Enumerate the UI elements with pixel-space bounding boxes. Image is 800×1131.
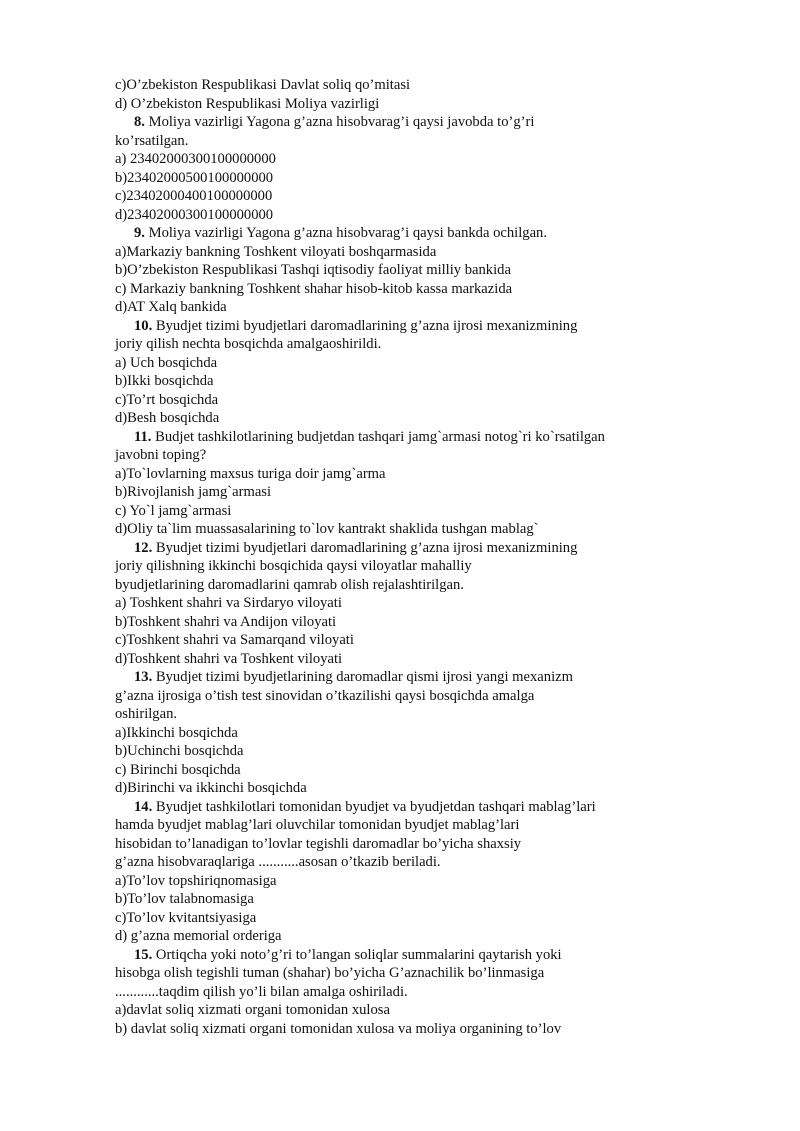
question-continuation: hisobidan to’lanadigan to’lovlar tegishli daromadlar bo’yicha shaxsiy bbox=[115, 835, 522, 852]
question-continuation: hisobga olish tegishli tuman (shahar) bo’yicha G’aznachilik bo’linmasiga bbox=[115, 965, 545, 981]
question-text: Budjet tashkilotlarining budjetdan tashqari jamg`armasi notog`ri ko`rsatilgan bbox=[151, 428, 605, 445]
answer-option: c)Toshkent shahri va Samarqand viloyati bbox=[115, 632, 354, 648]
question-continuation: joriy qilish nechta bosqichda amalgaoshirildi. bbox=[115, 336, 382, 352]
answer-option: b)To’lov talabnomasiga bbox=[115, 891, 254, 907]
question-continuation: g’azna ijrosiga o’tish test sinovidan o’tkazilishi qaysi bosqichda amalga bbox=[115, 687, 535, 704]
question-continuation: ............taqdim qilish yo’li bilan amalga oshiriladi. bbox=[115, 983, 408, 1000]
question-continuation: javobni toping? bbox=[115, 447, 207, 463]
question-text: Moliya vazirligi Yagona g’azna hisobvarag’i qaysi bankda ochilgan. bbox=[144, 225, 547, 241]
question-number: 8. bbox=[134, 114, 145, 130]
answer-option: a)To’lov topshiriqnomasiga bbox=[115, 872, 277, 889]
answer-option: a)Markaziy bankning Toshkent viloyati boshqarmasida bbox=[115, 243, 437, 260]
answer-option: d) O’zbekiston Respublikasi Moliya vazirligi bbox=[115, 95, 380, 112]
question-number: 13. bbox=[134, 669, 153, 685]
answer-option: c)To’lov kvitantsiyasiga bbox=[115, 909, 257, 926]
question-line bbox=[115, 224, 695, 243]
answer-option: d)23402000300100000000 bbox=[115, 206, 274, 223]
answer-option: d)Besh bosqichda bbox=[115, 410, 220, 426]
question-line bbox=[115, 428, 695, 447]
document-text bbox=[115, 76, 695, 1038]
answer-option: d)Birinchi va ikkinchi bosqichda bbox=[115, 780, 307, 796]
question-number: 10. bbox=[134, 317, 153, 334]
question-number: 9. bbox=[134, 225, 145, 241]
question-text: Byudjet tizimi byudjetlari daromadlarining g’azna ijrosi mexanizmining bbox=[152, 539, 578, 556]
answer-option: a)davlat soliq xizmati organi tomonidan xulosa bbox=[115, 1002, 390, 1018]
question-continuation: g’azna hisobvaraqlariga ...........asosan o’tkazib beriladi. bbox=[115, 854, 441, 870]
question-line bbox=[115, 317, 695, 336]
question-continuation: ko’rsatilgan. bbox=[115, 132, 189, 149]
question-continuation: hamda byudjet mablag’lari oluvchilar tomonidan byudjet mablag’lari bbox=[115, 817, 520, 833]
question-continuation: oshirilgan. bbox=[115, 706, 178, 722]
question-text: Byudjet tashkilotlari tomonidan byudjet va byudjetdan tashqari mablag’lari bbox=[152, 798, 596, 815]
question-number: 11. bbox=[134, 428, 152, 445]
answer-option: b)O’zbekiston Respublikasi Tashqi iqtisodiy faoliyat milliy bankida bbox=[115, 262, 511, 278]
answer-option: c)To’rt bosqichda bbox=[115, 391, 219, 408]
question-continuation: byudjetlarining daromadlarini qamrab olish rejalashtirilgan. bbox=[115, 576, 464, 593]
answer-option: b)Uchinchi bosqichda bbox=[115, 743, 244, 759]
question-line bbox=[115, 798, 695, 817]
question-number: 12. bbox=[134, 539, 153, 556]
answer-option: c) Yo`l jamg`armasi bbox=[115, 502, 232, 519]
question-line bbox=[115, 539, 695, 558]
answer-option: a)To`lovlarning maxsus turiga doir jamg`arma bbox=[115, 465, 386, 482]
answer-option: a) 23402000300100000000 bbox=[115, 151, 276, 167]
answer-option: d)Toshkent shahri va Toshkent viloyati bbox=[115, 650, 343, 667]
question-text: Byudjet tizimi byudjetlari daromadlarining g’azna ijrosi mexanizmining bbox=[152, 317, 578, 334]
answer-option: c) Birinchi bosqichda bbox=[115, 761, 241, 778]
question-line bbox=[115, 668, 695, 687]
answer-option: b)Rivojlanish jamg`armasi bbox=[115, 484, 272, 500]
question-number: 15. bbox=[134, 946, 153, 963]
answer-option: c) Markaziy bankning Toshkent shahar hisob-kitob kassa markazida bbox=[115, 280, 513, 297]
answer-option: a) Toshkent shahri va Sirdaryo viloyati bbox=[115, 595, 342, 611]
question-text: Byudjet tizimi byudjetlarining daromadlar qismi ijrosi yangi mexanizm bbox=[152, 669, 573, 685]
answer-option: d) g’azna memorial orderiga bbox=[115, 928, 282, 944]
question-line bbox=[115, 113, 695, 132]
answer-option: b)Toshkent shahri va Andijon viloyati bbox=[115, 613, 337, 630]
question-number: 14. bbox=[134, 798, 153, 815]
answer-option: a) Uch bosqichda bbox=[115, 354, 218, 371]
answer-option: b)Ikki bosqichda bbox=[115, 373, 214, 389]
question-continuation: joriy qilishning ikkinchi bosqichida qaysi viloyatlar mahalliy bbox=[115, 558, 472, 574]
answer-option: a)Ikkinchi bosqichda bbox=[115, 724, 238, 741]
answer-option: d)Oliy ta`lim muassasalarining to`lov kantrakt shaklida tushgan mablag` bbox=[115, 521, 539, 537]
answer-option: b)23402000500100000000 bbox=[115, 169, 274, 186]
answer-option: c)23402000400100000000 bbox=[115, 188, 273, 204]
question-text: Ortiqcha yoki noto’g’ri to’langan soliqlar summalarini qaytarish yoki bbox=[152, 946, 562, 963]
question-line bbox=[115, 946, 695, 965]
answer-option: b) davlat soliq xizmati organi tomonidan xulosa va moliya organining to’lov bbox=[115, 1020, 562, 1037]
answer-option: d)AT Xalq bankida bbox=[115, 299, 227, 315]
question-text: Moliya vazirligi Yagona g’azna hisobvarag’i qaysi javobda to’g’ri bbox=[144, 114, 535, 130]
answer-option: c)O’zbekiston Respublikasi Davlat soliq qo’mitasi bbox=[115, 77, 411, 93]
